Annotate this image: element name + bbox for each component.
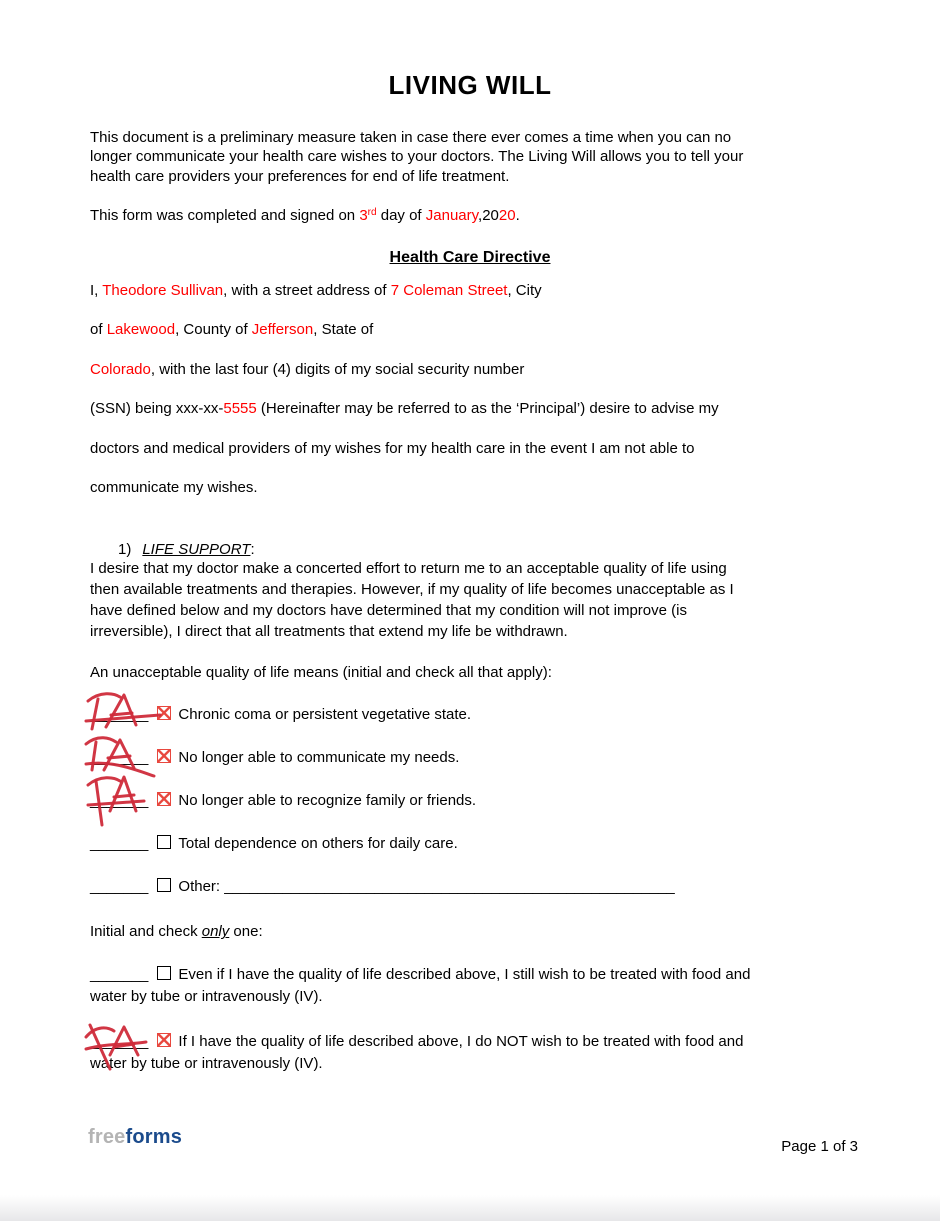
section-colon: : (250, 541, 255, 559)
life-support-heading (90, 541, 850, 558)
signed-date-line: This form was completed and signed on 3rd day of January,2020. (90, 206, 520, 224)
section-number: 1) (118, 541, 132, 559)
checklist-item-label: Total dependence on others for daily care. (178, 835, 458, 853)
page-edge-shadow (0, 1195, 940, 1221)
page-number: Page 1 of 3 (781, 1138, 858, 1155)
option-label: Even if I have the quality of life described above, I still wish to be treated with food and (178, 966, 751, 984)
section-heading-health-care-directive: Health Care Directive (389, 248, 551, 266)
directive-line: Colorado, with the last four (4) digits of my social security number (90, 360, 525, 378)
intro-line: health care providers your preferences for end of life treatment. (90, 167, 510, 185)
option-label: If I have the quality of life described above, I do NOT wish to be treated with food and (178, 1033, 744, 1051)
freeforms-logo (88, 1126, 182, 1149)
checklist-item (90, 748, 850, 767)
checkbox-checked[interactable] (157, 792, 171, 806)
other-fill-blank[interactable]: ______________________________________________________ (224, 878, 675, 896)
checkbox-checked[interactable] (157, 706, 171, 720)
option-item (90, 1031, 850, 1074)
checklist-item (90, 705, 850, 724)
checkbox-checked[interactable] (157, 749, 171, 763)
directive-line: of Lakewood, County of Jefferson, State of (90, 321, 374, 339)
intro-line: This document is a preliminary measure taken in case there ever comes a time when you can no (90, 129, 732, 146)
checklist-item (90, 791, 850, 810)
logo-forms-text: forms (125, 1126, 183, 1148)
initial-blank[interactable]: _______ (90, 706, 149, 724)
page-title: LIVING WILL (388, 70, 552, 100)
option-item (90, 964, 850, 1007)
option-second-line: water by tube or intravenously (IV). (90, 1054, 323, 1072)
body-line: I desire that my doctor make a concerted effort to return me to an acceptable quality of life using (90, 560, 727, 578)
initial-blank[interactable]: _______ (90, 878, 149, 896)
checkbox-unchecked[interactable] (157, 878, 171, 892)
section-title: LIFE SUPPORT (142, 541, 251, 559)
checkbox-checked[interactable] (157, 1033, 171, 1047)
initial-blank[interactable]: _______ (90, 835, 149, 853)
checkbox-unchecked[interactable] (157, 966, 171, 980)
initial-blank[interactable]: _______ (90, 1033, 149, 1051)
checklist-item-label: Chronic coma or persistent vegetative state. (178, 706, 472, 724)
directive-paragraph (90, 271, 850, 507)
checklist-item-label: Other: (178, 878, 221, 896)
directive-line: communicate my wishes. (90, 478, 258, 496)
checklist-item-other (90, 877, 850, 896)
checklist-item-label: No longer able to communicate my needs. (178, 749, 460, 767)
only-one-lead: Initial and check only one: (90, 923, 263, 941)
apply-all-lead: An unacceptable quality of life means (initial and check all that apply): (90, 664, 552, 682)
body-line: have defined below and my doctors have determined that my condition will not improve (is (90, 602, 687, 620)
checklist-item (90, 834, 850, 853)
life-support-body (90, 558, 850, 642)
directive-line: I, Theodore Sullivan, with a street address of 7 Coleman Street, City (90, 281, 542, 299)
initial-blank[interactable]: _______ (90, 792, 149, 810)
body-line: irreversible), I direct that all treatments that extend my life be withdrawn. (90, 623, 568, 641)
checkbox-unchecked[interactable] (157, 835, 171, 849)
directive-line: (SSN) being xxx-xx-5555 (Hereinafter may be referred to as the ‘Principal’) desire to advise my (90, 400, 719, 418)
directive-line: doctors and medical providers of my wishes for my health care in the event I am not able to (90, 439, 695, 457)
option-first-line (90, 1031, 850, 1053)
intro-paragraph (90, 128, 850, 186)
initial-blank[interactable]: _______ (90, 749, 149, 767)
option-second-line: water by tube or intravenously (IV). (90, 987, 323, 1005)
intro-line: longer communicate your health care wishes to your doctors. The Living Will allows you to tell your (90, 148, 744, 166)
option-first-line (90, 964, 850, 986)
checklist-item-label: No longer able to recognize family or friends. (178, 792, 477, 810)
logo-free-text: free (88, 1126, 126, 1148)
body-line: then available treatments and therapies. However, if my quality of life becomes unacceptable as I (90, 581, 734, 599)
initial-blank[interactable]: _______ (90, 966, 149, 984)
